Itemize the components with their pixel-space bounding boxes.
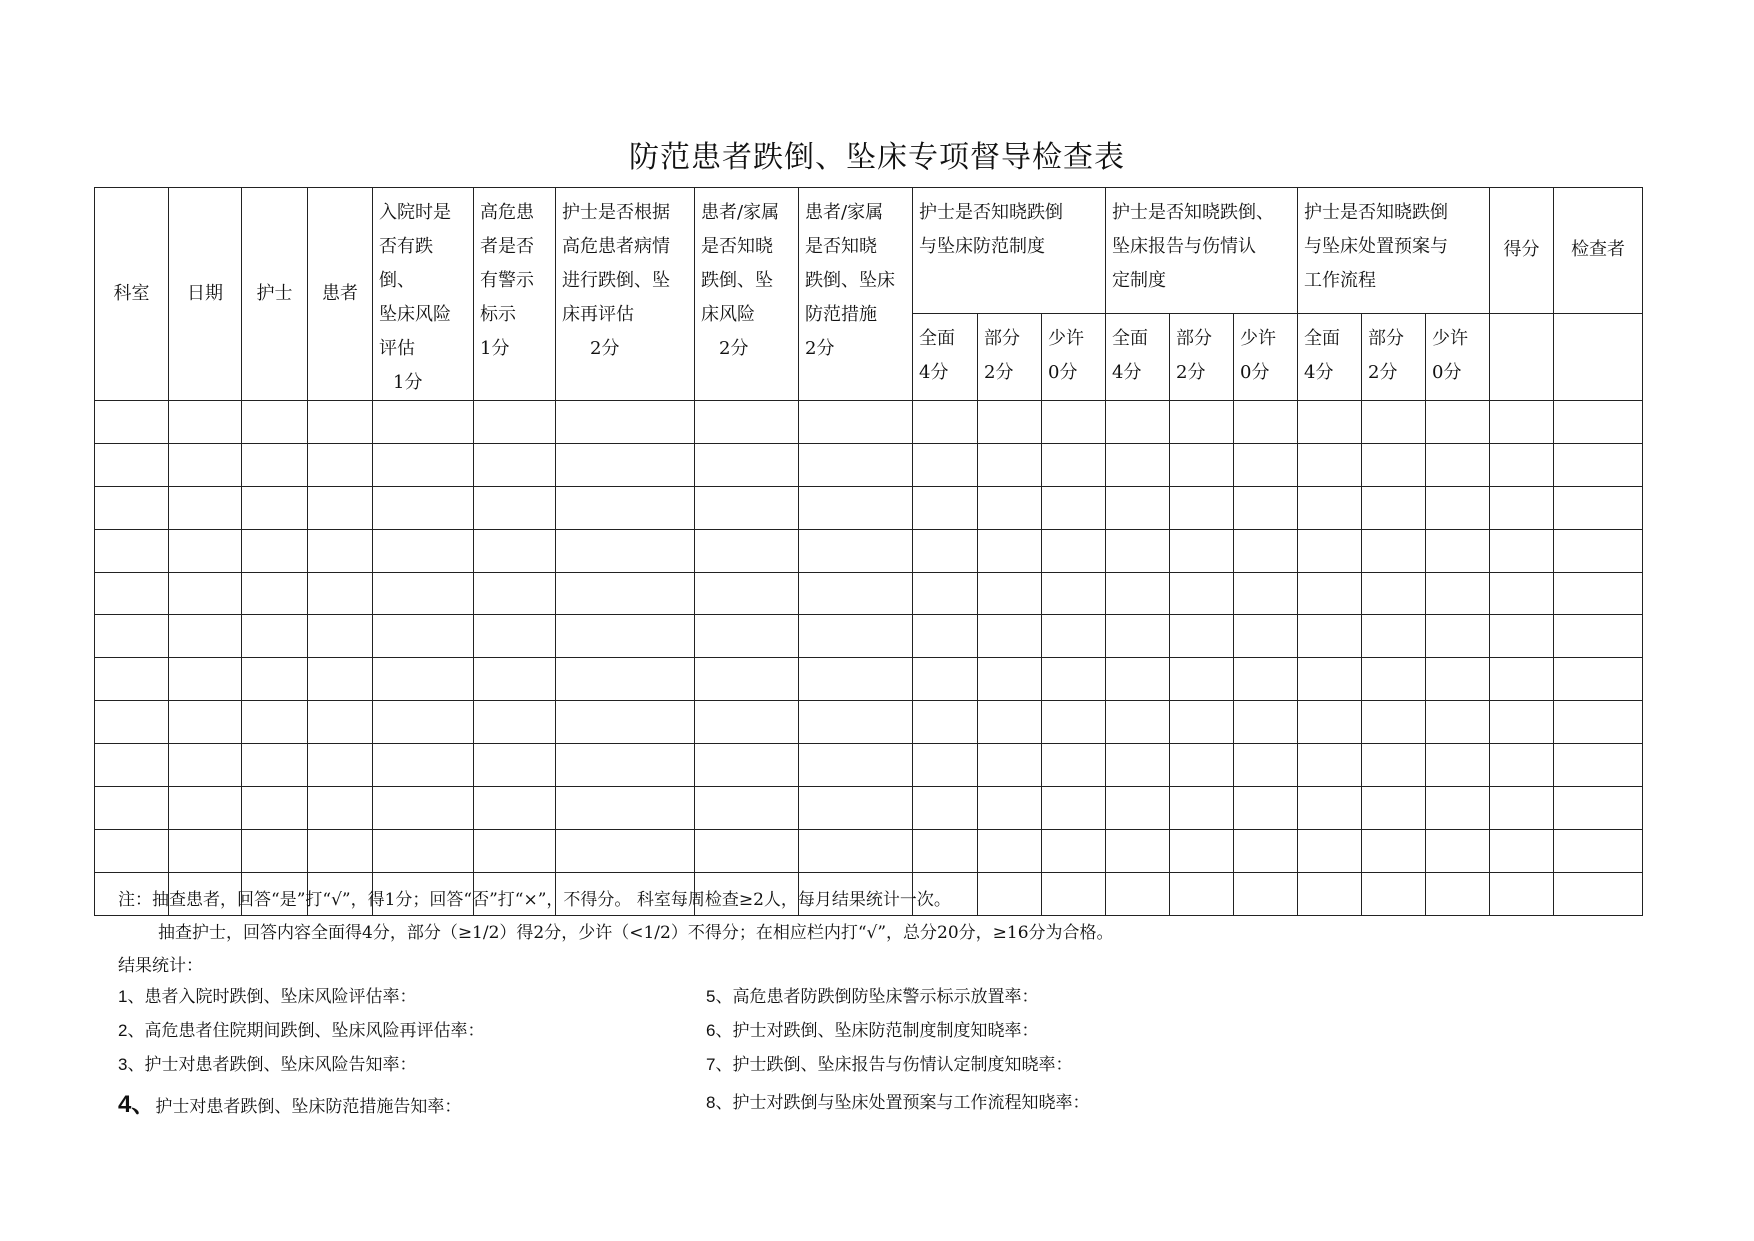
table-cell[interactable] <box>1106 486 1170 529</box>
table-cell[interactable] <box>242 486 308 529</box>
table-cell[interactable] <box>308 572 373 615</box>
table-cell[interactable] <box>913 486 978 529</box>
table-cell[interactable] <box>1490 401 1554 444</box>
table-cell[interactable] <box>978 744 1042 787</box>
header-dept: 科室 <box>95 188 169 401</box>
table-cell[interactable] <box>695 615 799 658</box>
table-cell[interactable] <box>913 658 978 701</box>
table-cell[interactable] <box>308 443 373 486</box>
table-cell[interactable] <box>308 401 373 444</box>
stats-list <box>118 982 1678 1122</box>
table-cell[interactable] <box>169 529 242 572</box>
table-cell[interactable] <box>978 615 1042 658</box>
table-cell[interactable] <box>913 701 978 744</box>
header-date: 日期 <box>169 188 242 401</box>
sub-full: 全面 4分 <box>1106 313 1170 400</box>
table-cell[interactable] <box>1554 744 1643 787</box>
header-inspector: 检查者 <box>1554 188 1643 314</box>
table-cell[interactable] <box>913 529 978 572</box>
table-cell[interactable] <box>1042 701 1106 744</box>
table-cell[interactable] <box>1234 787 1298 830</box>
table-cell[interactable] <box>1490 615 1554 658</box>
table-cell[interactable] <box>474 744 556 787</box>
table-cell[interactable] <box>1554 701 1643 744</box>
table-cell[interactable] <box>1362 486 1426 529</box>
table-cell[interactable] <box>1298 486 1362 529</box>
table-cell[interactable] <box>1234 615 1298 658</box>
header-family-risk-awareness: 患者/家属 是否知晓 跌倒、坠 床风险 2分 <box>695 188 799 401</box>
table-cell[interactable] <box>1170 486 1234 529</box>
sub-part: 部分 2分 <box>1170 313 1234 400</box>
table-cell[interactable] <box>1042 486 1106 529</box>
table-cell[interactable] <box>556 529 695 572</box>
table-cell[interactable] <box>474 615 556 658</box>
table-cell[interactable] <box>1298 787 1362 830</box>
table-cell[interactable] <box>799 486 913 529</box>
table-cell[interactable] <box>1106 787 1170 830</box>
table-cell[interactable] <box>308 658 373 701</box>
table-cell[interactable] <box>1106 443 1170 486</box>
table-cell[interactable] <box>169 701 242 744</box>
table-cell[interactable] <box>1362 572 1426 615</box>
table-cell[interactable] <box>1106 615 1170 658</box>
stat-item-8: 8、护士对跌倒与坠床处置预案与工作流程知晓率： <box>706 1093 1090 1113</box>
table-cell[interactable] <box>799 572 913 615</box>
table-cell[interactable] <box>913 744 978 787</box>
score-cell-empty <box>1490 313 1554 400</box>
table-cell[interactable] <box>242 572 308 615</box>
sub-full: 全面 4分 <box>913 313 978 400</box>
table-cell[interactable] <box>556 744 695 787</box>
table-cell[interactable] <box>913 829 978 872</box>
note-patient-rule: 注：抽查患者，回答“是”打“√”，得1分；回答“否”打“×”，不得分。 科室每周检查≥2人，每月结果统计一次。 <box>118 890 951 910</box>
table-cell[interactable] <box>695 572 799 615</box>
table-cell[interactable] <box>169 572 242 615</box>
stat-item-7: 7、护士跌倒、坠床报告与伤情认定制度知晓率： <box>706 1055 1073 1075</box>
table-cell[interactable] <box>1554 658 1643 701</box>
table-cell[interactable] <box>1426 401 1490 444</box>
table-cell[interactable] <box>1106 572 1170 615</box>
header-admission-assessment: 入院时是 否有跌倒、 坠床风险 评估 1分 <box>373 188 474 401</box>
table-cell[interactable] <box>373 615 474 658</box>
header-prevention-policy: 护士是否知晓跌倒 与坠床防范制度 <box>913 188 1106 314</box>
table-cell[interactable] <box>1554 829 1643 872</box>
table-cell[interactable] <box>1298 829 1362 872</box>
table-cell[interactable] <box>1042 615 1106 658</box>
table-cell[interactable] <box>978 658 1042 701</box>
table-cell[interactable] <box>1362 787 1426 830</box>
header-handling-plan: 护士是否知晓跌倒 与坠床处置预案与 工作流程 <box>1298 188 1490 314</box>
table-cell[interactable] <box>978 829 1042 872</box>
table-cell[interactable] <box>799 701 913 744</box>
table-cell[interactable] <box>169 787 242 830</box>
stat-item-3: 3、护士对患者跌倒、坠床风险告知率： <box>118 1055 417 1075</box>
table-cell[interactable] <box>1554 787 1643 830</box>
table-row <box>95 572 1643 615</box>
table-cell[interactable] <box>556 658 695 701</box>
table-cell[interactable] <box>474 658 556 701</box>
table-cell[interactable] <box>978 529 1042 572</box>
table-cell[interactable] <box>1106 744 1170 787</box>
header-family-measures-awareness: 患者/家属 是否知晓 跌倒、坠床 防范措施 2分 <box>799 188 913 401</box>
table-cell[interactable] <box>169 443 242 486</box>
table-cell[interactable] <box>308 701 373 744</box>
table-cell[interactable] <box>1426 744 1490 787</box>
table-cell[interactable] <box>1362 658 1426 701</box>
table-cell[interactable] <box>1426 829 1490 872</box>
table-cell[interactable] <box>695 701 799 744</box>
table-row <box>95 658 1643 701</box>
table-cell[interactable] <box>169 829 242 872</box>
table-cell[interactable] <box>1042 658 1106 701</box>
table-cell[interactable] <box>95 829 169 872</box>
table-cell[interactable] <box>1426 572 1490 615</box>
table-cell[interactable] <box>1426 529 1490 572</box>
table-row <box>95 443 1643 486</box>
table-cell[interactable] <box>978 486 1042 529</box>
table-cell[interactable] <box>799 529 913 572</box>
table-cell[interactable] <box>1298 701 1362 744</box>
table-cell[interactable] <box>1170 615 1234 658</box>
sub-full: 全面 4分 <box>1298 313 1362 400</box>
table-cell[interactable] <box>242 615 308 658</box>
table-cell[interactable] <box>695 744 799 787</box>
table-cell[interactable] <box>1042 401 1106 444</box>
table-cell[interactable] <box>799 443 913 486</box>
table-cell[interactable] <box>1426 486 1490 529</box>
table-cell[interactable] <box>1106 658 1170 701</box>
table-cell[interactable] <box>1170 829 1234 872</box>
table-cell[interactable] <box>474 486 556 529</box>
table-cell[interactable] <box>242 701 308 744</box>
table-cell[interactable] <box>1554 443 1643 486</box>
table-cell[interactable] <box>913 401 978 444</box>
table-cell[interactable] <box>1490 443 1554 486</box>
table-cell[interactable] <box>1170 401 1234 444</box>
table-cell[interactable] <box>556 572 695 615</box>
table-cell[interactable] <box>169 615 242 658</box>
table-cell[interactable] <box>1362 615 1426 658</box>
sub-little: 少许 0分 <box>1426 313 1490 400</box>
table-cell[interactable] <box>1426 787 1490 830</box>
table-cell[interactable] <box>1234 443 1298 486</box>
header-score: 得分 <box>1490 188 1554 314</box>
table-cell[interactable] <box>1106 529 1170 572</box>
table-cell[interactable] <box>556 701 695 744</box>
table-cell[interactable] <box>695 787 799 830</box>
table-cell[interactable] <box>242 658 308 701</box>
table-cell[interactable] <box>373 829 474 872</box>
table-cell[interactable] <box>373 744 474 787</box>
table-cell[interactable] <box>1234 529 1298 572</box>
table-cell[interactable] <box>1362 829 1426 872</box>
stat-item-4: 4、护士对患者跌倒、坠床防范措施告知率： <box>118 1091 462 1118</box>
table-cell[interactable] <box>169 744 242 787</box>
table-cell[interactable] <box>308 529 373 572</box>
stat-item-2: 2、高危患者住院期间跌倒、坠床风险再评估率： <box>118 1021 485 1041</box>
table-cell[interactable] <box>95 486 169 529</box>
table-cell[interactable] <box>1234 401 1298 444</box>
table-cell[interactable] <box>1170 701 1234 744</box>
table-cell[interactable] <box>242 829 308 872</box>
table-cell[interactable] <box>1234 744 1298 787</box>
table-cell[interactable] <box>1106 829 1170 872</box>
table-cell[interactable] <box>1362 744 1426 787</box>
table-cell[interactable] <box>1554 572 1643 615</box>
table-cell[interactable] <box>799 401 913 444</box>
table-row <box>95 829 1643 872</box>
table-cell[interactable] <box>474 529 556 572</box>
table-row <box>95 486 1643 529</box>
table-cell[interactable] <box>373 443 474 486</box>
table-cell[interactable] <box>1042 529 1106 572</box>
table-cell[interactable] <box>1362 443 1426 486</box>
sub-part: 部分 2分 <box>1362 313 1426 400</box>
table-cell[interactable] <box>1298 658 1362 701</box>
sub-part: 部分 2分 <box>978 313 1042 400</box>
table-cell[interactable] <box>242 401 308 444</box>
table-cell[interactable] <box>1042 572 1106 615</box>
table-cell[interactable] <box>242 744 308 787</box>
table-cell[interactable] <box>1554 529 1643 572</box>
table-cell[interactable] <box>1234 486 1298 529</box>
table-cell[interactable] <box>1490 829 1554 872</box>
table-cell[interactable] <box>1170 443 1234 486</box>
table-cell[interactable] <box>1490 701 1554 744</box>
table-cell[interactable] <box>695 401 799 444</box>
table-cell[interactable] <box>95 529 169 572</box>
table-cell[interactable] <box>1490 572 1554 615</box>
table-cell[interactable] <box>308 744 373 787</box>
table-cell[interactable] <box>308 615 373 658</box>
stat-item-1: 1、患者入院时跌倒、坠床风险评估率： <box>118 987 417 1007</box>
table-cell[interactable] <box>556 829 695 872</box>
table-cell[interactable] <box>1554 401 1643 444</box>
table-cell[interactable] <box>1426 658 1490 701</box>
table-cell[interactable] <box>1170 572 1234 615</box>
table-cell[interactable] <box>1554 486 1643 529</box>
table-cell[interactable] <box>1490 787 1554 830</box>
page-title: 防范患者跌倒、坠床专项督导检查表 <box>629 140 1125 175</box>
table-cell[interactable] <box>1170 658 1234 701</box>
table-cell[interactable] <box>474 401 556 444</box>
inspection-table <box>94 187 1643 916</box>
table-cell[interactable] <box>1362 529 1426 572</box>
inspector-cell-empty <box>1554 313 1643 400</box>
table-cell[interactable] <box>474 443 556 486</box>
table-cell[interactable] <box>1234 829 1298 872</box>
table-cell[interactable] <box>169 401 242 444</box>
table-row <box>95 787 1643 830</box>
table-cell[interactable] <box>1042 829 1106 872</box>
table-cell[interactable] <box>373 572 474 615</box>
table-cell[interactable] <box>695 529 799 572</box>
note-stats-heading: 结果统计： <box>118 956 203 976</box>
table-cell[interactable] <box>1490 658 1554 701</box>
table-row <box>95 744 1643 787</box>
table-cell[interactable] <box>474 829 556 872</box>
table-cell[interactable] <box>1554 615 1643 658</box>
table-cell[interactable] <box>1170 787 1234 830</box>
table-cell[interactable] <box>95 744 169 787</box>
table-cell[interactable] <box>1234 572 1298 615</box>
table-cell[interactable] <box>799 829 913 872</box>
table-cell[interactable] <box>1042 787 1106 830</box>
header-warning-sign: 高危患 者是否 有警示 标示 1分 <box>474 188 556 401</box>
table-cell[interactable] <box>695 443 799 486</box>
header-reassessment: 护士是否根据 高危患者病情 进行跌倒、坠 床再评估 2分 <box>556 188 695 401</box>
table-cell[interactable] <box>242 443 308 486</box>
table-cell[interactable] <box>695 658 799 701</box>
table-cell[interactable] <box>1362 701 1426 744</box>
table-cell[interactable] <box>1042 744 1106 787</box>
header-nurse: 护士 <box>242 188 308 401</box>
table-cell[interactable] <box>169 486 242 529</box>
note-nurse-rule: 抽查护士，回答内容全面得4分，部分（≥1/2）得2分，少许（<1/2）不得分；在相应栏内打“√”，总分20分，≥16分为合格。 <box>158 923 1114 943</box>
table-cell[interactable] <box>242 529 308 572</box>
table-cell[interactable] <box>308 829 373 872</box>
table-row <box>95 529 1643 572</box>
table-cell[interactable] <box>1298 529 1362 572</box>
table-row <box>95 615 1643 658</box>
table-cell[interactable] <box>474 787 556 830</box>
table-row <box>95 401 1643 444</box>
table-cell[interactable] <box>95 572 169 615</box>
table-cell[interactable] <box>978 572 1042 615</box>
table-cell[interactable] <box>474 572 556 615</box>
table-cell[interactable] <box>1490 744 1554 787</box>
table-cell[interactable] <box>913 615 978 658</box>
header-patient: 患者 <box>308 188 373 401</box>
table-cell[interactable] <box>1490 529 1554 572</box>
table-cell[interactable] <box>95 401 169 444</box>
table-cell[interactable] <box>1106 701 1170 744</box>
table-cell[interactable] <box>1298 572 1362 615</box>
table-cell[interactable] <box>556 401 695 444</box>
stat-item-5: 5、高危患者防跌倒防坠床警示标示放置率： <box>706 987 1039 1007</box>
table-row <box>95 701 1643 744</box>
table-cell[interactable] <box>978 443 1042 486</box>
table-cell[interactable] <box>169 658 242 701</box>
table-cell[interactable] <box>373 401 474 444</box>
table-cell[interactable] <box>373 701 474 744</box>
table-cell[interactable] <box>1106 401 1170 444</box>
table-cell[interactable] <box>1426 615 1490 658</box>
table-cell[interactable] <box>978 401 1042 444</box>
table-cell[interactable] <box>1298 744 1362 787</box>
table-cell[interactable] <box>799 658 913 701</box>
table-cell[interactable] <box>95 787 169 830</box>
table-cell[interactable] <box>978 787 1042 830</box>
table-cell[interactable] <box>799 744 913 787</box>
table-cell[interactable] <box>913 443 978 486</box>
table-cell[interactable] <box>95 658 169 701</box>
table-cell[interactable] <box>308 486 373 529</box>
table-cell[interactable] <box>373 787 474 830</box>
notes <box>118 884 1678 983</box>
sub-little: 少许 0分 <box>1042 313 1106 400</box>
table-cell[interactable] <box>1234 658 1298 701</box>
table-cell[interactable] <box>1170 744 1234 787</box>
table-cell[interactable] <box>474 701 556 744</box>
table-cell[interactable] <box>1298 443 1362 486</box>
table-cell[interactable] <box>95 615 169 658</box>
sub-little: 少许 0分 <box>1234 313 1298 400</box>
table-cell[interactable] <box>1234 701 1298 744</box>
table-cell[interactable] <box>556 787 695 830</box>
table-cell[interactable] <box>695 829 799 872</box>
header-report-policy: 护士是否知晓跌倒、 坠床报告与伤情认 定制度 <box>1106 188 1298 314</box>
table-cell[interactable] <box>308 787 373 830</box>
table-cell[interactable] <box>373 486 474 529</box>
table-cell[interactable] <box>373 658 474 701</box>
table-cell[interactable] <box>978 701 1042 744</box>
table-cell[interactable] <box>799 787 913 830</box>
table-cell[interactable] <box>373 529 474 572</box>
table-cell[interactable] <box>95 443 169 486</box>
table-cell[interactable] <box>1298 615 1362 658</box>
table-cell[interactable] <box>95 701 169 744</box>
table-cell[interactable] <box>242 787 308 830</box>
table-cell[interactable] <box>913 572 978 615</box>
table-cell[interactable] <box>1042 443 1106 486</box>
table-cell[interactable] <box>1490 486 1554 529</box>
table-cell[interactable] <box>913 787 978 830</box>
table-cell[interactable] <box>556 486 695 529</box>
table-cell[interactable] <box>799 615 913 658</box>
table-cell[interactable] <box>1298 401 1362 444</box>
table-cell[interactable] <box>1170 529 1234 572</box>
table-cell[interactable] <box>556 615 695 658</box>
table-cell[interactable] <box>1426 443 1490 486</box>
stat-item-6: 6、护士对跌倒、坠床防范制度制度知晓率： <box>706 1021 1039 1041</box>
table-cell[interactable] <box>1362 401 1426 444</box>
table-cell[interactable] <box>1426 701 1490 744</box>
table-cell[interactable] <box>695 486 799 529</box>
table-cell[interactable] <box>556 443 695 486</box>
